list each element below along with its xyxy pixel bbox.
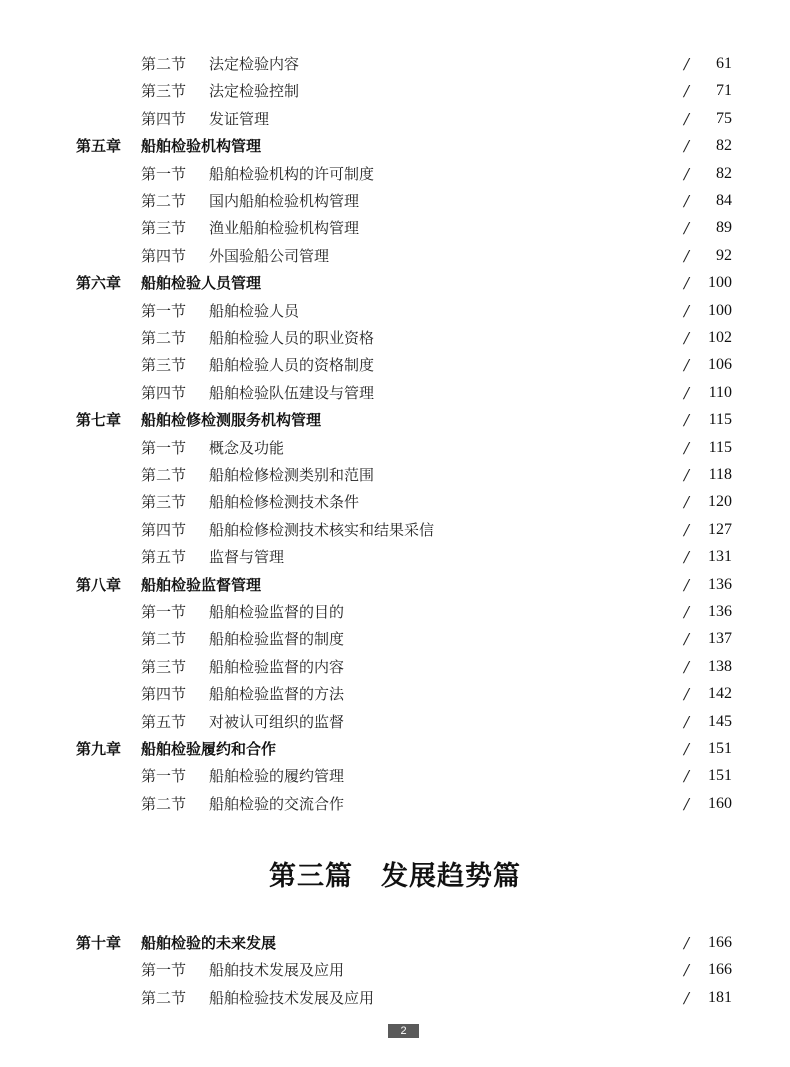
section-title: 监督与管理 xyxy=(209,548,285,567)
chapter-number: 第九章 xyxy=(76,740,122,758)
page-separator: / xyxy=(684,383,690,402)
section-number: 第三节 xyxy=(141,82,187,101)
page-ref: 142 xyxy=(708,685,732,703)
page-ref: 110 xyxy=(708,383,732,401)
section-title: 渔业船舶检验机构管理 xyxy=(209,219,360,238)
page-separator: / xyxy=(684,329,690,347)
toc-section-row xyxy=(0,655,790,679)
section-title: 船舶检验监督的内容 xyxy=(209,657,345,676)
page-separator: / xyxy=(684,603,690,621)
section-title: 国内船舶检验机构管理 xyxy=(209,192,360,210)
page-separator: / xyxy=(684,767,690,786)
toc-section-row xyxy=(0,764,790,788)
toc-section-row xyxy=(0,986,790,1010)
page-separator: / xyxy=(684,712,690,731)
toc-chapter-row xyxy=(0,931,790,955)
toc-chapter-row xyxy=(0,271,790,295)
section-title: 船舶检验人员 xyxy=(209,301,300,320)
page-ref: 106 xyxy=(708,356,732,374)
page-ref: 75 xyxy=(716,109,732,127)
chapter-number: 第八章 xyxy=(76,575,122,594)
chapter-number: 第十章 xyxy=(76,934,122,952)
toc-section-row xyxy=(0,518,790,542)
page-ref: 115 xyxy=(708,411,732,429)
toc-section-row xyxy=(0,463,790,487)
page-ref: 137 xyxy=(708,630,732,648)
toc-chapter-row xyxy=(0,134,790,158)
chapter-title: 船舶检验人员管理 xyxy=(141,274,262,293)
toc-section-row xyxy=(0,545,790,569)
section-number: 第三节 xyxy=(141,657,187,676)
toc-section-row xyxy=(0,107,790,131)
section-number: 第三节 xyxy=(141,219,187,238)
section-number: 第一节 xyxy=(141,438,187,457)
section-title: 法定检验内容 xyxy=(209,55,300,73)
part-heading xyxy=(0,854,790,893)
toc-section-row xyxy=(0,958,790,982)
page-ref: 160 xyxy=(708,794,732,812)
page-ref: 71 xyxy=(716,82,732,100)
page-separator: / xyxy=(684,137,690,156)
section-title: 对被认可组织的监督 xyxy=(209,712,345,731)
page-separator: / xyxy=(684,548,690,567)
part-heading-number: 第三篇 xyxy=(269,861,353,892)
section-number: 第二节 xyxy=(141,466,187,484)
section-number: 第四节 xyxy=(141,109,187,128)
page-ref: 136 xyxy=(708,575,732,593)
page-ref: 131 xyxy=(708,548,732,566)
section-number: 第一节 xyxy=(141,301,187,320)
page-separator: / xyxy=(684,55,690,73)
page-separator: / xyxy=(684,630,690,649)
section-number: 第三节 xyxy=(141,493,187,512)
section-number: 第二节 xyxy=(141,55,187,73)
part-heading-title: 发展趋势篇 xyxy=(381,861,521,892)
chapter-title: 船舶检验履约和合作 xyxy=(141,740,277,758)
page-separator: / xyxy=(684,961,690,980)
page-separator: / xyxy=(684,685,690,704)
page-ref: 102 xyxy=(708,329,732,346)
page-ref: 151 xyxy=(708,740,732,757)
page-ref: 82 xyxy=(716,137,732,155)
page-separator: / xyxy=(684,740,690,758)
section-title: 发证管理 xyxy=(209,109,270,128)
page-ref: 166 xyxy=(708,934,732,951)
toc-section-row xyxy=(0,710,790,734)
page-ref: 145 xyxy=(708,712,732,730)
chapter-title: 船舶检验机构管理 xyxy=(141,137,262,156)
page-ref: 61 xyxy=(716,55,732,72)
section-title: 法定检验控制 xyxy=(209,82,300,101)
section-number: 第二节 xyxy=(141,192,187,210)
section-number: 第二节 xyxy=(141,630,187,649)
page-separator: / xyxy=(684,438,690,457)
page-ref: 89 xyxy=(716,219,732,237)
chapter-number: 第五章 xyxy=(76,137,122,156)
toc-section-row xyxy=(0,490,790,514)
toc-section-row xyxy=(0,52,790,76)
section-title: 船舶检验人员的职业资格 xyxy=(209,329,375,347)
page-ref: 100 xyxy=(708,301,732,319)
page-separator: / xyxy=(684,575,690,594)
toc-section-row xyxy=(0,436,790,460)
section-number: 第四节 xyxy=(141,685,187,704)
toc-section-row xyxy=(0,792,790,816)
page-separator: / xyxy=(684,82,690,101)
toc-chapter-row xyxy=(0,737,790,761)
toc-section-row xyxy=(0,600,790,624)
page-ref: 100 xyxy=(708,274,732,292)
section-number: 第四节 xyxy=(141,520,187,539)
page-number-badge: 2 xyxy=(388,1024,419,1038)
section-number: 第五节 xyxy=(141,548,187,567)
section-title: 船舶检修检测类别和范围 xyxy=(209,466,375,484)
page-ref: 82 xyxy=(716,164,732,182)
section-number: 第二节 xyxy=(141,794,187,813)
toc-section-row xyxy=(0,79,790,103)
section-number: 第三节 xyxy=(141,356,187,375)
chapter-title: 船舶检验的未来发展 xyxy=(141,934,277,952)
section-number: 第二节 xyxy=(141,329,187,347)
page-separator: / xyxy=(684,657,690,676)
section-title: 船舶检验的履约管理 xyxy=(209,767,345,786)
page-separator: / xyxy=(684,301,690,320)
chapter-number: 第六章 xyxy=(76,274,122,293)
toc-section-row xyxy=(0,189,790,213)
section-title: 概念及功能 xyxy=(209,438,285,457)
section-number: 第一节 xyxy=(141,164,187,183)
toc-section-row xyxy=(0,381,790,405)
section-number: 第五节 xyxy=(141,712,187,731)
toc-section-row xyxy=(0,244,790,268)
page-separator: / xyxy=(684,934,690,952)
page-separator: / xyxy=(684,466,690,484)
section-title: 船舶检验监督的制度 xyxy=(209,630,345,649)
section-title: 船舶检验监督的方法 xyxy=(209,685,345,704)
toc-section-row xyxy=(0,162,790,186)
page-ref: 181 xyxy=(708,988,732,1006)
page-separator: / xyxy=(684,109,690,128)
page-ref: 151 xyxy=(708,767,732,785)
section-number: 第四节 xyxy=(141,383,187,402)
section-title: 船舶检修检测技术条件 xyxy=(209,493,360,512)
section-title: 船舶检验监督的目的 xyxy=(209,603,345,621)
page-separator: / xyxy=(684,356,690,375)
toc-section-row xyxy=(0,326,790,350)
chapter-title: 船舶检验监督管理 xyxy=(141,575,262,594)
section-title: 船舶检验的交流合作 xyxy=(209,794,345,813)
page-ref: 166 xyxy=(708,961,732,979)
toc-section-row xyxy=(0,216,790,240)
toc-section-row xyxy=(0,627,790,651)
section-number: 第二节 xyxy=(141,988,187,1007)
page-ref: 118 xyxy=(708,466,732,483)
page-ref: 84 xyxy=(716,192,732,209)
section-title: 船舶检验人员的资格制度 xyxy=(209,356,375,375)
page-separator: / xyxy=(684,794,690,813)
toc-section-row xyxy=(0,353,790,377)
page-ref: 136 xyxy=(708,603,732,620)
page-ref: 138 xyxy=(708,657,732,675)
toc-section-row xyxy=(0,682,790,706)
page-separator: / xyxy=(684,988,690,1007)
page-ref: 92 xyxy=(716,246,732,264)
toc-chapter-row xyxy=(0,408,790,432)
chapter-title: 船舶检修检测服务机构管理 xyxy=(141,411,322,430)
page-separator: / xyxy=(684,493,690,512)
page-separator: / xyxy=(684,219,690,238)
page-separator: / xyxy=(684,411,690,430)
section-title: 船舶检验队伍建设与管理 xyxy=(209,383,375,402)
section-title: 船舶技术发展及应用 xyxy=(209,961,345,980)
toc-chapter-row xyxy=(0,573,790,597)
page-separator: / xyxy=(684,164,690,183)
section-number: 第一节 xyxy=(141,767,187,786)
page-separator: / xyxy=(684,520,690,539)
page-separator: / xyxy=(684,274,690,293)
page-ref: 120 xyxy=(708,493,732,511)
section-number: 第四节 xyxy=(141,246,187,265)
chapter-number: 第七章 xyxy=(76,411,122,430)
page-ref: 127 xyxy=(708,520,732,538)
section-title: 船舶检验技术发展及应用 xyxy=(209,988,375,1007)
section-number: 第一节 xyxy=(141,603,187,621)
page-ref: 115 xyxy=(708,438,732,456)
section-title: 外国验船公司管理 xyxy=(209,246,330,265)
section-title: 船舶检修检测技术核实和结果采信 xyxy=(209,520,435,539)
page-separator: / xyxy=(684,192,690,210)
section-number: 第一节 xyxy=(141,961,187,980)
toc-section-row xyxy=(0,299,790,323)
page-separator: / xyxy=(684,246,690,265)
section-title: 船舶检验机构的许可制度 xyxy=(209,164,375,183)
